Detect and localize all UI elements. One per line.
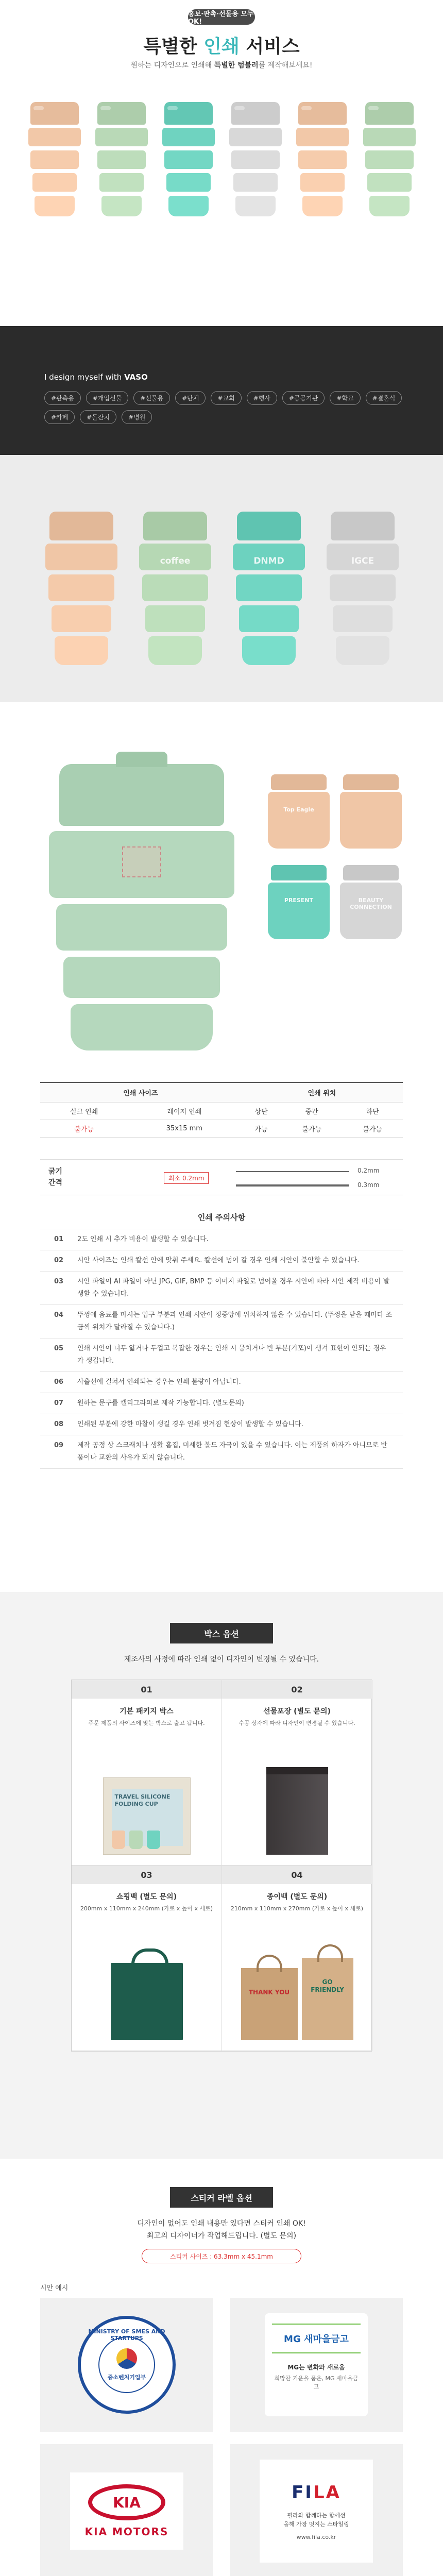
cup-lid (49, 512, 113, 540)
package-box-cups (112, 1831, 160, 1849)
cup-print-logo: IGCE (351, 556, 374, 566)
print-note (40, 1272, 403, 1305)
note-text: 2도 인쇄 시 추가 비용이 발생할 수 있습니다. (77, 1235, 209, 1243)
sticker-example-grid (40, 2298, 403, 2576)
design-title (44, 372, 148, 382)
print-position-header: 인쇄 위치 (241, 1082, 403, 1102)
gift-box-image (266, 1767, 328, 1855)
box-options-section (0, 1592, 443, 2159)
mg-logo: MG 새마을금고 (272, 2324, 361, 2353)
fila-sticker (260, 2460, 373, 2563)
mini-cup-grid (268, 774, 402, 942)
cup-body (268, 883, 330, 939)
note-number: 03 (54, 1278, 64, 1285)
thickness-label (48, 1166, 62, 1189)
thick-line-sample (236, 1184, 349, 1187)
cup-band (166, 173, 211, 192)
fila-logo (292, 2482, 341, 2503)
color-cup (95, 102, 148, 218)
col-bottom: 하단 (342, 1102, 403, 1120)
print-size-table (40, 1082, 403, 1138)
fila-logo-part-1: FI (292, 2482, 313, 2503)
cup-band (233, 173, 278, 192)
note-text: 제작 공정 상 스크래치나 생활 흠집, 미세한 볼드 자국이 있을 수 있습니다. 이는 제품의 하자가 아니므로 반품이나 교환의 사유가 되지 않습니다. (77, 1442, 387, 1462)
cup-band (95, 128, 148, 146)
val-middle: 불가능 (281, 1120, 342, 1137)
cup-lid (271, 865, 327, 880)
note-number: 05 (54, 1345, 64, 1352)
box-option-desc: 200mm x 110mm x 240mm (가로 x 높이 x 세로) (80, 1905, 213, 1912)
cup-band (52, 605, 111, 632)
kia-sticker (70, 2472, 183, 2550)
val-bottom: 불가능 (342, 1120, 403, 1137)
cup-lid (331, 512, 395, 540)
thin-line-value: 0.2mm (357, 1167, 380, 1174)
box-option-desc: 주문 제품의 사이즈에 맞는 박스로 출고 됩니다. (88, 1720, 205, 1726)
print-note (40, 1250, 403, 1272)
box-option-name: 쇼핑백 (별도 문의) (116, 1893, 177, 1901)
thickness-label-2: 간격 (48, 1179, 63, 1187)
cup-band (330, 574, 396, 601)
box-grid (71, 1680, 372, 2052)
cup-band (231, 150, 280, 169)
package-box-image (103, 1777, 191, 1855)
cup-band (45, 544, 117, 570)
cup-band (229, 128, 282, 146)
tag-chip: #공공기관 (282, 391, 325, 405)
cup-band (145, 605, 205, 632)
cup-print-logo: coffee (160, 556, 191, 566)
note-text: 인쇄 시안이 너무 얇거나 두껍고 복잡한 경우는 인쇄 시 뭉치거나 빈 부분(기포)이 생겨 표현이 안되는 경우가 생깁니다. (77, 1345, 386, 1365)
note-text: 원하는 문구를 캘리그라피로 제작 가능합니다. (별도문의) (77, 1399, 244, 1407)
box-option-2 (222, 1680, 372, 1866)
thickness-row (40, 1159, 403, 1195)
print-notes-title: 인쇄 주의사항 (40, 1206, 403, 1229)
tag-chip: #행사 (247, 391, 277, 405)
print-notes (40, 1206, 403, 1469)
hero-title-post: 서비스 (239, 36, 300, 57)
big-cup-band (63, 957, 220, 998)
box-option-4 (222, 1866, 372, 2051)
example-label: 시안 예시 (40, 2284, 69, 2292)
print-note (40, 1305, 403, 1338)
cup-band (99, 173, 144, 192)
cup-band (142, 574, 208, 601)
print-zone-marker (122, 846, 161, 877)
seal-inner (98, 2336, 155, 2393)
print-note (40, 1229, 403, 1250)
sticker-section (0, 2166, 443, 2576)
seal-ring-text: MINISTRY OF SMES AND STARTUPS (88, 2328, 165, 2342)
cup-print-logo: DNMD (253, 556, 284, 566)
cup-band (55, 636, 108, 665)
cup-body (340, 883, 402, 939)
hero-badge: 홍보·판촉·선물용 모두 OK! (188, 9, 255, 25)
design-title-pre: I design myself with (44, 372, 125, 382)
tag-chip: #병원 (122, 410, 152, 424)
sticker-example-seal (40, 2298, 213, 2432)
box-option-name: 종이백 (별도 문의) (266, 1893, 328, 1901)
tag-chip: #판촉용 (44, 391, 81, 405)
col-top: 상단 (241, 1102, 282, 1120)
hero-sub-bold: 특별한 텀블러 (214, 61, 259, 70)
cup-band (35, 196, 75, 216)
mini-cup (268, 774, 330, 852)
paper-bag-image (241, 1958, 353, 2040)
design-band (0, 326, 443, 455)
cup-band (369, 196, 410, 216)
color-cup (162, 102, 215, 218)
cup-band (336, 636, 389, 665)
sticker-subtitle-2: 최고의 디자이너가 작업해드립니다. (별도 문의) (146, 2232, 297, 2240)
cup-band (239, 605, 299, 632)
cup-body (268, 792, 330, 849)
note-text: 시안 사이즈는 인쇄 칼선 안에 맞춰 주세요. 칼선에 넘어 갈 경우 인쇄 시안이 불안할 수 있습니다. (77, 1257, 360, 1264)
box-option-1 (72, 1680, 222, 1866)
cup-band (298, 150, 347, 169)
box-option-num: 03 (72, 1866, 222, 1884)
mg-sticker (265, 2313, 368, 2416)
cup-band (302, 196, 343, 216)
cup-print-logo: Top Eagle (283, 806, 314, 813)
print-note (40, 1414, 403, 1435)
tag-chip: #단체 (175, 391, 206, 405)
tag-chip: #교회 (211, 391, 241, 405)
tag-chip: #학교 (330, 391, 360, 405)
val-silk: 불가능 (40, 1120, 128, 1137)
mini-cup (268, 865, 330, 942)
paper-bag (241, 1968, 298, 2040)
color-cup (363, 102, 416, 218)
cup-print-logo: BEAUTY CONNECTION (350, 897, 392, 910)
cup-band (168, 196, 209, 216)
big-cup-band (56, 904, 227, 951)
cup-lid (298, 102, 347, 125)
print-notes-list (40, 1229, 403, 1469)
fila-text-1: 필라와 함께하는 함께선 (287, 2512, 346, 2519)
print-note (40, 1435, 403, 1469)
cup-band (162, 128, 215, 146)
hero-subtitle (0, 60, 443, 70)
kia-logo: KIA (88, 2484, 165, 2520)
cup-band (148, 636, 202, 665)
box-options-subtitle: 제조사의 사정에 따라 인쇄 없이 디자인이 변경될 수 있습니다. (124, 1655, 319, 1664)
tag-list (44, 391, 405, 424)
sticker-title: 스티커 라벨 옵션 (170, 2187, 273, 2208)
printed-cup-row (45, 512, 399, 666)
mg-line-1: MG는 변화와 새로움 (287, 2364, 345, 2371)
cup-band (242, 636, 296, 665)
cup-band (363, 128, 416, 146)
cup-body (340, 792, 402, 849)
hero-title-pre: 특별한 (143, 36, 204, 57)
box-option-desc: 수공 상자에 따라 디자인이 변경될 수 있습니다. (238, 1720, 355, 1726)
hero-sub-pre: 원하는 디자인으로 인쇄해 (130, 61, 214, 70)
mg-line-2: 희망찬 기운을 품은, MG 새마을금고 (274, 2375, 359, 2390)
sticker-example-fila (230, 2444, 403, 2576)
seal-kr-text: 중소벤처기업부 (107, 2374, 146, 2381)
cup-band (97, 150, 146, 169)
big-cup-band (71, 1004, 213, 1050)
cup-band (296, 128, 349, 146)
col-silk: 실크 인쇄 (40, 1102, 128, 1120)
tag-chip: #선물용 (133, 391, 170, 405)
cup-print-logo: PRESENT (284, 897, 314, 904)
box-options-title: 박스 옵션 (170, 1623, 273, 1643)
thick-line-value: 0.3mm (357, 1181, 380, 1189)
design-title-brand: VASO (124, 372, 148, 382)
val-top: 가능 (241, 1120, 282, 1137)
note-number: 01 (54, 1235, 64, 1243)
kia-motors-text: KIA MOTORS (84, 2526, 169, 2538)
cup-band (28, 128, 81, 146)
cup-band (365, 150, 414, 169)
print-note (40, 1372, 403, 1393)
cup-lid (143, 512, 207, 540)
hero-title (0, 32, 443, 58)
cup-band (367, 173, 412, 192)
cup-band (101, 196, 142, 216)
cup-lid (164, 102, 213, 125)
thickness-label-1: 굵기 (48, 1167, 63, 1176)
note-number: 07 (54, 1399, 64, 1407)
tag-chip: #돌잔치 (80, 410, 116, 424)
package-cup (129, 1831, 143, 1849)
print-size-header: 인쇄 사이즈 (40, 1082, 241, 1102)
box-option-desc: 210mm x 110mm x 270mm (가로 x 높이 x 세로) (230, 1905, 364, 1912)
box-option-3 (72, 1866, 222, 2051)
fila-text (283, 2511, 349, 2529)
note-text: 인쇄된 부분에 강한 마찰이 생길 경우 인쇄 벗겨짐 현상이 발생할 수 있습니다. (77, 1420, 303, 1428)
paper-bag-handle (257, 1955, 282, 1972)
fila-text-2: 올해 가장 멋지는 스타일링 (283, 2520, 349, 2528)
printed-cups-section (0, 455, 443, 702)
color-cup (28, 102, 81, 218)
cup-band (235, 196, 276, 216)
thin-line-sample (236, 1171, 349, 1172)
print-area-section (0, 702, 443, 1078)
fila-website: www.fila.co.kr (296, 2533, 336, 2540)
print-note (40, 1338, 403, 1372)
tag-chip: #결혼식 (366, 391, 402, 405)
cup-color-row (28, 102, 416, 218)
box-option-num: 04 (222, 1866, 372, 1884)
paper-bag-stamp: GO FRIENDLY (311, 1978, 344, 1993)
note-number: 04 (54, 1311, 64, 1319)
cup-lid (231, 102, 280, 125)
cup-lid (30, 102, 79, 125)
note-text: 뚜껑에 음료를 마시는 입구 부분과 인쇄 시안이 정중앙에 위치하지 않을 수 있습니다. (뚜껑을 닫을 때마다 조금씩 위치가 달라질 수 있습니다.) (77, 1311, 393, 1331)
note-text: 시안 파일이 AI 파일이 아닌 JPG, GIF, BMP 등 이미지 파일로 넘어올 경우 시안에 따라 시안 제작 비용이 발생할 수 있습니다. (77, 1278, 390, 1298)
big-cup-lid (59, 764, 224, 826)
val-laser: 35x15 mm (128, 1120, 241, 1137)
printed-cup (45, 512, 117, 666)
box-option-num: 02 (222, 1680, 372, 1699)
cup-band (48, 574, 114, 601)
cup-lid (237, 512, 301, 540)
note-number: 06 (54, 1378, 64, 1386)
mini-cup (340, 774, 402, 852)
note-text: 사출선에 걸쳐서 인쇄되는 경우는 인쇄 불량이 아닙니다. (77, 1378, 241, 1386)
big-cup-knob (116, 752, 167, 767)
cup-lid (343, 865, 399, 880)
cup-band (300, 173, 345, 192)
cup-lid (97, 102, 146, 125)
printed-cup (327, 512, 399, 666)
mini-cup (340, 865, 402, 942)
cup-band (30, 150, 79, 169)
box-option-num: 01 (72, 1680, 222, 1699)
sticker-example-mg (230, 2298, 403, 2432)
note-number: 02 (54, 1257, 64, 1264)
thickness-min: 최소 0.2mm (164, 1172, 209, 1184)
note-number: 08 (54, 1420, 64, 1428)
ministry-seal (78, 2316, 176, 2414)
cup-band (32, 173, 77, 192)
note-number: 09 (54, 1442, 64, 1449)
fila-logo-part-2: LA (313, 2482, 341, 2503)
paper-bag-handle (317, 1944, 343, 1962)
col-middle: 중간 (281, 1102, 342, 1120)
cup-lid (343, 774, 399, 790)
sticker-size: 스티커 사이즈 : 63.3mm x 45.1mm (142, 2249, 301, 2263)
box-option-name: 기본 패키지 박스 (120, 1707, 174, 1716)
sticker-example-kia (40, 2444, 213, 2576)
color-cup (296, 102, 349, 218)
print-note (40, 1393, 403, 1414)
cup-lid (271, 774, 327, 790)
shopping-bag-image (111, 1963, 183, 2040)
box-option-name: 선물포장 (별도 문의) (263, 1707, 331, 1716)
big-cup-illustration (49, 764, 234, 1053)
sticker-subtitle-1: 디자인이 없어도 인쇄 내용만 있다면 스티커 인쇄 OK! (137, 2219, 306, 2228)
taegeuk-icon (116, 2348, 137, 2369)
hero-sub-post: 를 제작해보세요! (258, 61, 313, 70)
hero-title-accent: 인쇄 (203, 36, 240, 57)
cup-band (236, 574, 302, 601)
paper-bag (302, 1958, 353, 2040)
paper-bag-stamp: THANK YOU (248, 1989, 290, 1996)
package-cup (147, 1831, 160, 1849)
color-cup (229, 102, 282, 218)
tag-chip: #카페 (44, 410, 75, 424)
package-box-text: TRAVEL SILICONE FOLDING CUP (114, 1793, 171, 1807)
cup-band (164, 150, 213, 169)
tag-chip: #개업선물 (86, 391, 128, 405)
package-cup (112, 1831, 125, 1849)
cup-lid (365, 102, 414, 125)
col-laser: 레이저 인쇄 (128, 1102, 241, 1120)
printed-cup (233, 512, 305, 666)
printed-cup (139, 512, 211, 666)
cup-band (333, 605, 393, 632)
